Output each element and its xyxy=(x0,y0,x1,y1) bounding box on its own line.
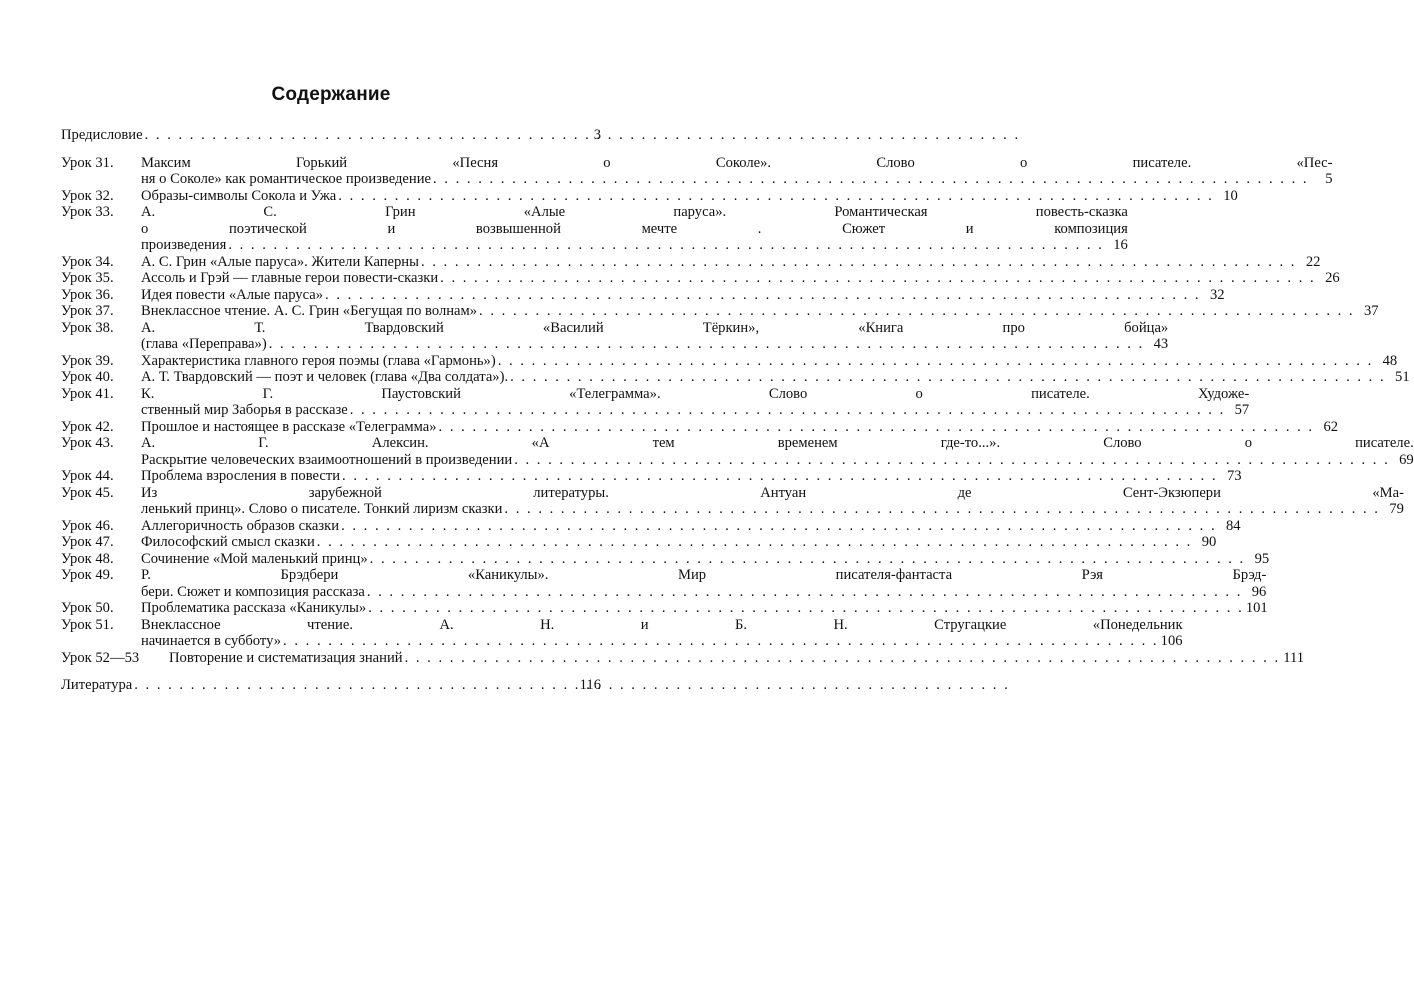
table-of-contents-page xyxy=(61,84,1414,694)
leader-dots xyxy=(504,501,1380,518)
leader-dots xyxy=(283,633,1159,650)
lesson-title-text: Идея повести «Алые паруса» xyxy=(141,286,324,303)
lesson-title-block xyxy=(141,320,1168,353)
lesson-title-text: Прошлое и настоящее в рассказе «Телеграмма» xyxy=(141,418,437,435)
lesson-title-block xyxy=(141,303,1379,320)
lesson-number: Урок 46. xyxy=(61,517,114,534)
lesson-title-last-line xyxy=(141,584,1266,601)
toc-page-number: 79 xyxy=(1389,501,1404,517)
lesson-title-last-line xyxy=(141,468,1242,485)
lesson-number: Урок 44. xyxy=(61,468,114,484)
lesson-title-block xyxy=(141,567,1266,600)
leader-dots xyxy=(341,518,1217,535)
toc-list xyxy=(61,127,1414,694)
leader-dots xyxy=(367,584,1243,601)
lesson-title-block xyxy=(141,617,1183,650)
lesson-number: Урок 32. xyxy=(61,187,114,204)
lesson-title-text: начинается в субботу» xyxy=(141,633,282,649)
lesson-title-block xyxy=(141,287,1225,304)
lesson-number: Урок 50. xyxy=(61,600,114,616)
toc-page-number: 73 xyxy=(1226,468,1242,484)
lesson-number: Урок 52—53 xyxy=(61,649,140,666)
toc-entry-lesson[interactable] xyxy=(61,385,1250,419)
lesson-title-text: ленький принц». Слово о писателе. Тонкий лиризм сказки xyxy=(141,501,503,517)
leader-dots xyxy=(439,419,1315,436)
toc-entry-lesson[interactable] xyxy=(61,435,1414,468)
lesson-number: Урок 36. xyxy=(61,286,114,303)
lesson-title-text: А. Т. Твардовский — поэт и человек (глава «Два солдата»). xyxy=(141,369,509,385)
lesson-title-block xyxy=(141,254,1320,271)
lesson-title-last-line xyxy=(141,633,1183,650)
lesson-title-last-line xyxy=(141,303,1379,320)
toc-entry-lesson[interactable] xyxy=(61,253,1321,271)
lesson-title-block xyxy=(141,534,1216,551)
leader-dots xyxy=(325,287,1201,304)
leader-dots xyxy=(338,188,1214,205)
toc-page-number: 84 xyxy=(1226,517,1241,534)
toc-page-number: 95 xyxy=(1254,550,1270,567)
lesson-title-block xyxy=(141,435,1414,468)
lesson-number: Урок 31. xyxy=(61,154,114,171)
leader-dots xyxy=(405,650,1281,667)
lesson-title-line: А. С. Грин «Алые паруса». Романтическая повесть-сказка xyxy=(141,204,1128,220)
lesson-number: Урок 39. xyxy=(61,352,114,369)
lesson-title-block xyxy=(141,600,1268,617)
lesson-title-block xyxy=(141,188,1238,205)
toc-entry-references[interactable] xyxy=(61,677,601,694)
toc-page-number: 16 xyxy=(1113,237,1128,253)
toc-entry-lesson[interactable] xyxy=(61,187,1238,205)
toc-page-number: 96 xyxy=(1251,583,1267,600)
lesson-title-text: Образы-символы Сокола и Ужа xyxy=(141,187,337,204)
toc-page-number: 62 xyxy=(1323,418,1339,435)
toc-entry-preface[interactable] xyxy=(61,127,601,144)
toc-page-number: 37 xyxy=(1363,303,1379,319)
lesson-title-block xyxy=(141,270,1340,287)
toc-page-number: 43 xyxy=(1153,336,1169,352)
lesson-title-text: Философский смысл сказки xyxy=(141,534,315,550)
toc-entry-lesson[interactable] xyxy=(61,616,1183,650)
lesson-number: Урок 43. xyxy=(61,435,114,451)
lesson-title-last-line xyxy=(141,369,1410,386)
lesson-number: Урок 45. xyxy=(61,484,114,501)
lesson-title-last-line xyxy=(141,600,1268,617)
lesson-title-text: Характеристика главного героя поэмы (глава «Гармонь») xyxy=(141,352,496,369)
toc-page-number: 10 xyxy=(1223,187,1238,204)
lesson-title-text: бери. Сюжет и композиция рассказа xyxy=(141,583,365,600)
page-title: Содержание xyxy=(271,84,391,105)
lesson-title-line: Внеклассное чтение. А. Н. и Б. Н. Стругацкие «Понедельник xyxy=(141,616,1183,633)
leader-dots xyxy=(370,551,1246,568)
leader-dots xyxy=(134,677,577,694)
lesson-title-last-line xyxy=(169,650,1304,667)
leader-dots xyxy=(342,468,1218,485)
lesson-title-block xyxy=(141,386,1249,419)
lesson-title-last-line xyxy=(141,237,1128,254)
lesson-title-block xyxy=(141,419,1338,436)
toc-page-number: 90 xyxy=(1201,534,1217,550)
lesson-number: Урок 51. xyxy=(61,616,114,633)
lesson-title-last-line xyxy=(141,518,1241,535)
lesson-number: Урок 40. xyxy=(61,369,114,385)
toc-page-number: 101 xyxy=(1245,600,1268,616)
toc-entry-lesson[interactable] xyxy=(61,204,1128,254)
lesson-title-text: Ассоль и Грэй — главные герои повести-сказки xyxy=(141,270,439,286)
toc-entry-lesson[interactable] xyxy=(61,600,1268,617)
lesson-title-line: Из зарубежной литературы. Антуан де Сент-Экзюпери «Ма- xyxy=(141,484,1404,501)
lesson-number: Урок 37. xyxy=(61,303,114,319)
toc-page-number: 32 xyxy=(1209,286,1225,303)
lesson-title-last-line xyxy=(141,402,1249,419)
lesson-title-last-line xyxy=(141,270,1340,287)
lesson-number: Урок 38. xyxy=(61,319,114,336)
toc-page-number: 116 xyxy=(579,677,601,693)
toc-entry-lesson[interactable] xyxy=(61,517,1241,535)
lesson-title-block xyxy=(141,204,1128,254)
lesson-title-line: Р. Брэдбери «Каникулы». Мир писателя-фантаста Рэя Брэд- xyxy=(141,567,1267,583)
lesson-number: Урок 41. xyxy=(61,385,114,402)
lesson-title-text: произведения xyxy=(141,237,227,253)
lesson-title-text: Проблема взросления в повести xyxy=(141,468,341,484)
toc-entry-lesson[interactable] xyxy=(61,567,1267,600)
lesson-title-line: К. Г. Паустовский «Телеграмма». Слово о писателе. Художе- xyxy=(141,385,1250,402)
lesson-title-last-line xyxy=(141,452,1414,469)
toc-entry-lesson[interactable] xyxy=(61,286,1225,304)
leader-dots xyxy=(145,127,577,144)
toc-entry-lesson[interactable] xyxy=(61,649,1305,667)
leader-dots xyxy=(421,254,1297,271)
lesson-title-last-line xyxy=(141,188,1238,205)
lesson-number: Урок 34. xyxy=(61,253,114,270)
lesson-title-text: ственный мир Заборья в рассказе xyxy=(141,402,348,418)
lesson-title-block xyxy=(141,353,1397,370)
lesson-number: Урок 47. xyxy=(61,534,114,550)
lesson-title-last-line xyxy=(141,171,1333,188)
lesson-title-line: Максим Горький «Песня о Соколе». Слово о писателе. «Пес- xyxy=(141,154,1333,171)
lesson-title-block xyxy=(141,551,1269,568)
toc-page-number: 26 xyxy=(1325,270,1340,286)
toc-entry-lesson[interactable] xyxy=(61,319,1169,353)
lesson-title-last-line xyxy=(141,551,1269,568)
lesson-title-last-line xyxy=(141,501,1404,518)
leader-dots xyxy=(510,369,1386,386)
lesson-title-last-line xyxy=(141,336,1168,353)
lesson-title-text: ня о Соколе» как романтическое произведение xyxy=(141,171,431,187)
toc-entry-lesson[interactable] xyxy=(61,484,1404,518)
leader-dots xyxy=(228,237,1104,254)
leader-dots xyxy=(440,270,1316,287)
lesson-number: Урок 33. xyxy=(61,204,114,220)
lesson-title-last-line xyxy=(141,353,1397,370)
toc-page-number: 69 xyxy=(1399,451,1414,468)
lesson-title-block xyxy=(141,485,1404,518)
lesson-title-block xyxy=(141,468,1242,485)
lesson-title-block xyxy=(169,650,1304,667)
toc-entry-lesson[interactable] xyxy=(61,270,1340,287)
toc-page-number: 3 xyxy=(593,127,601,143)
lesson-title-text: А. С. Грин «Алые паруса». Жители Каперны xyxy=(141,253,419,270)
leader-dots xyxy=(479,303,1355,320)
leader-dots xyxy=(368,600,1244,617)
toc-entry-title: Литература xyxy=(61,677,133,693)
leader-dots xyxy=(317,534,1193,551)
lesson-title-line: А. Г. Алексин. «А тем временем где-то...». Слово о писателе. xyxy=(141,435,1414,451)
lesson-title-last-line xyxy=(141,419,1338,436)
toc-page-number: 57 xyxy=(1234,402,1250,418)
leader-dots xyxy=(269,336,1145,353)
lesson-title-text: Проблематика рассказа «Каникулы» xyxy=(141,600,367,616)
lesson-title-text: Повторение и систематизация знаний xyxy=(169,649,403,666)
toc-page-number: 106 xyxy=(1160,633,1183,649)
leader-dots xyxy=(498,353,1374,370)
toc-entry-lesson[interactable] xyxy=(61,369,1410,386)
toc-entry-lesson[interactable] xyxy=(61,550,1270,568)
lesson-title-text: Сочинение «Мой маленький принц» xyxy=(141,550,368,567)
lesson-title-text: Аллегоричность образов сказки xyxy=(141,517,340,534)
toc-page-number: 5 xyxy=(1325,171,1333,187)
lesson-number: Урок 48. xyxy=(61,550,114,567)
lesson-title-text: (глава «Переправа») xyxy=(141,336,267,352)
lesson-title-block xyxy=(141,518,1241,535)
lesson-title-block xyxy=(141,369,1410,386)
lesson-title-text: Раскрытие человеческих взаимоотношений в произведении xyxy=(141,451,513,468)
leader-dots xyxy=(433,171,1309,188)
lesson-title-last-line xyxy=(141,534,1216,551)
toc-entry-lesson[interactable] xyxy=(61,303,1379,320)
lesson-title-line: о поэтической и возвышенной мечте . Сюжет и композиция xyxy=(141,220,1128,237)
toc-page-number: 48 xyxy=(1382,352,1398,369)
toc-entry-lesson[interactable] xyxy=(61,154,1333,188)
toc-page-number: 22 xyxy=(1305,253,1321,270)
lesson-number: Урок 49. xyxy=(61,567,114,583)
leader-dots xyxy=(514,452,1390,469)
lesson-title-line: А. Т. Твардовский «Василий Тёркин», «Книга про бойца» xyxy=(141,319,1169,336)
toc-entry-lesson[interactable] xyxy=(61,418,1339,436)
toc-entry-title: Предисловие xyxy=(61,127,143,143)
lesson-title-last-line xyxy=(141,287,1225,304)
lesson-title-last-line xyxy=(141,254,1320,271)
lesson-number: Урок 35. xyxy=(61,270,114,286)
toc-page-number: 111 xyxy=(1283,649,1305,666)
lesson-number: Урок 42. xyxy=(61,418,114,435)
leader-dots xyxy=(350,402,1226,419)
lesson-title-block xyxy=(141,155,1333,188)
toc-page-number: 51 xyxy=(1395,369,1410,385)
toc-entry-lesson[interactable] xyxy=(61,468,1242,485)
toc-entry-lesson[interactable] xyxy=(61,534,1217,551)
toc-entry-lesson[interactable] xyxy=(61,352,1398,370)
lesson-title-text: Внеклассное чтение. А. С. Грин «Бегущая по волнам» xyxy=(141,303,478,319)
